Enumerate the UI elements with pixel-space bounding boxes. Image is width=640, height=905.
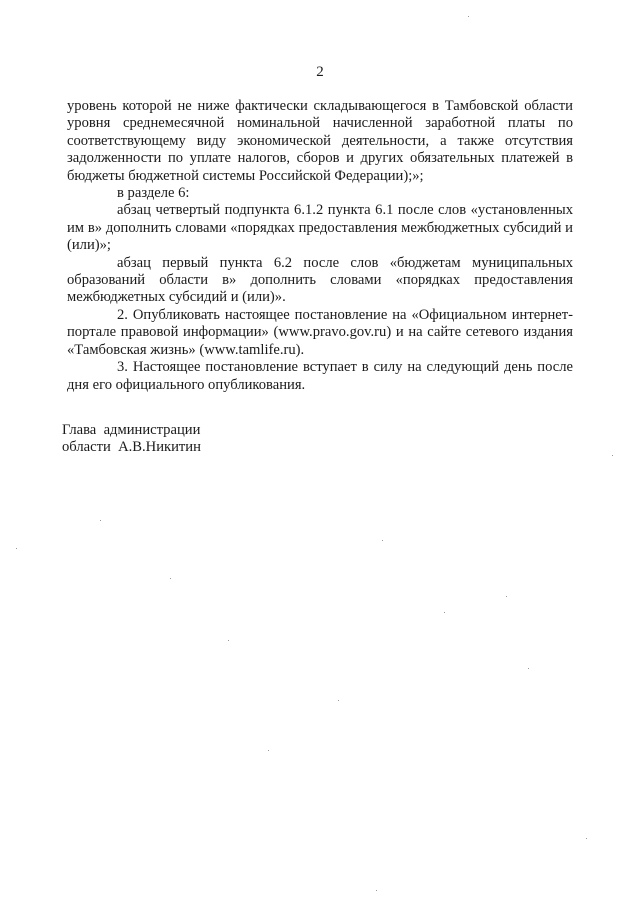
paragraph-continuation: уровень которой не ниже фактически складывающегося в Тамбовской области уровня среднемесячной номинальной начисленной заработной платы по соответствующему виду экономической деятельности, а также отсутствия задолженности по уплате налогов, сборов и других обязательных платежей в бюджеты бюджетной системы Российской Федерации);»; <box>67 98 573 184</box>
paragraph-item-3-effective: 3. Настоящее постановление вступает в силу на следующий день после дня его официального опубликования. <box>67 359 573 393</box>
page-number: 2 <box>316 64 324 80</box>
scan-speck <box>338 700 339 701</box>
scan-speck <box>468 16 469 17</box>
document-body <box>67 98 573 394</box>
scan-speck <box>170 578 171 579</box>
signature-title: Глава администрации <box>62 422 201 438</box>
paragraph-item-2-publish: 2. Опубликовать настоящее постановление на «Официальном интернет-портале правовой информации» (www.pravo.gov.ru) и на сайте сетевого издания «Тамбовская жизнь» (www.tamlife.ru). <box>67 306 573 358</box>
scan-speck <box>100 520 101 521</box>
signature-name: области А.В.Никитин <box>62 439 201 456</box>
signature-block <box>62 422 201 457</box>
scan-speck <box>528 668 529 669</box>
scan-speck <box>382 540 383 541</box>
scan-speck <box>586 838 587 839</box>
scan-speck <box>444 612 445 613</box>
paragraph-section-6: в разделе 6: <box>117 185 190 202</box>
scan-speck <box>612 455 613 456</box>
scan-speck <box>376 890 377 891</box>
scan-speck <box>506 596 507 597</box>
scan-speck <box>228 640 229 641</box>
paragraph-subclause-6-1-2: абзац четвертый подпункта 6.1.2 пункта 6.1 после слов «установленных им в» дополнить словами «порядках предоставления межбюджетных субсидий и (или)»; <box>67 202 573 254</box>
scan-speck <box>16 548 17 549</box>
paragraph-clause-6-2: абзац первый пункта 6.2 после слов «бюджетам муниципальных образований области в» дополнить словами «порядках предоставления межбюджетных субсидий и (или)». <box>67 254 573 306</box>
scan-speck <box>268 750 269 751</box>
